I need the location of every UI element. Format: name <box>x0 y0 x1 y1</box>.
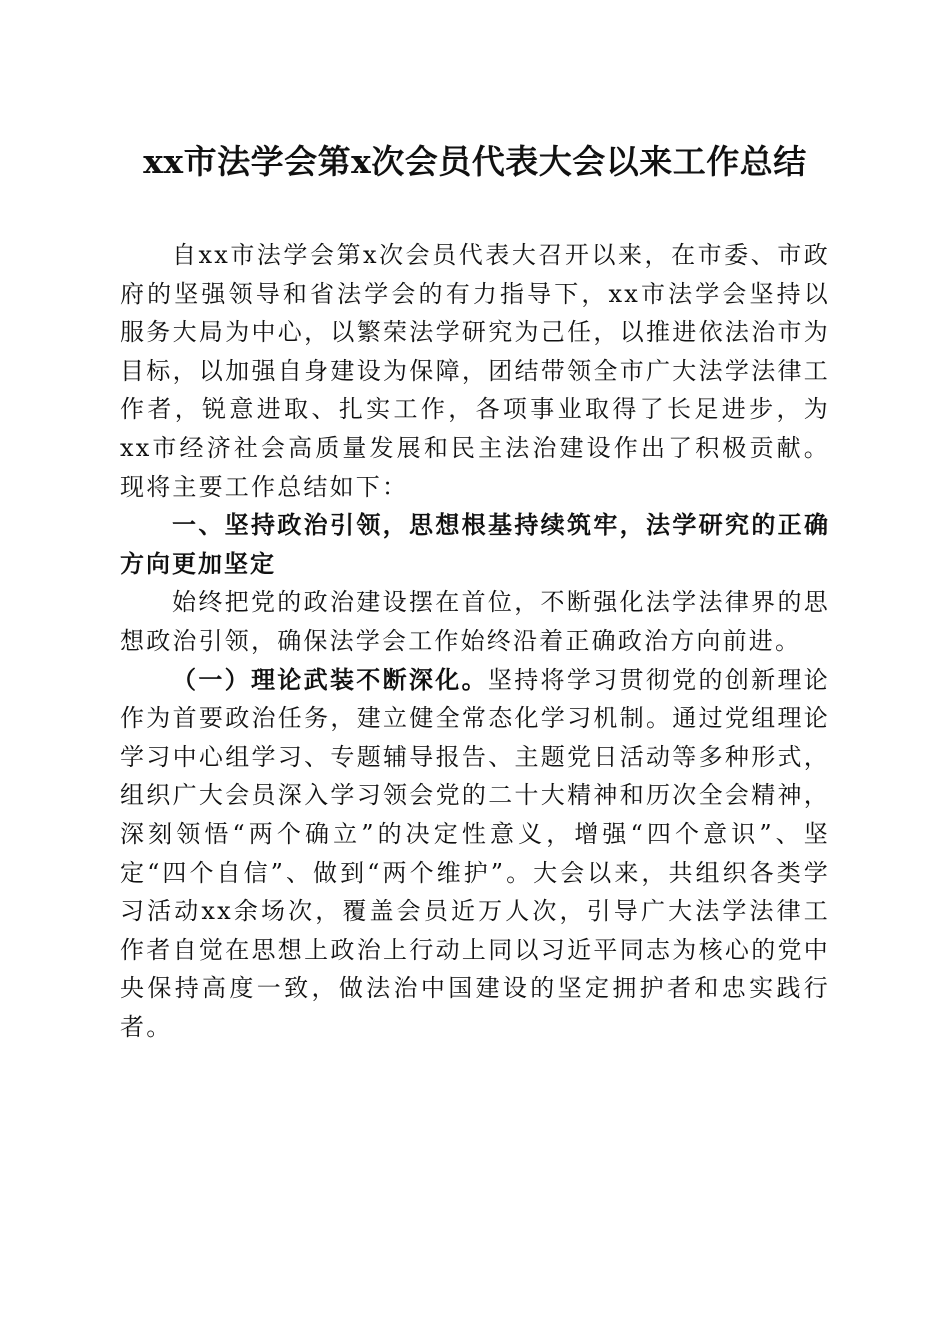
document-title: xx市法学会第x次会员代表大会以来工作总结 <box>143 142 807 181</box>
section-heading-1: 一、坚持政治引领，思想根基持续筑牢，法学研究的正确方向更加坚定 <box>120 511 830 578</box>
subsection-1-paragraph <box>120 661 830 1047</box>
document-body <box>120 236 830 1046</box>
subsection-1-lead: （一）理论武装不断深化。 <box>172 665 488 694</box>
intro-paragraph: 自xx市法学会第x次会员代表大召开以来，在市委、市政府的坚强领导和省法学会的有力指导下，xx市法学会坚持以服务大局为中心，以繁荣法学研究为己任，以推进依法治市为目标，以加强自身建设为保障，团结带领全市广大法学法律工作者，锐意进取、扎实工作，各项事业取得了长足进步，为xx市经济社会高质量发展和民主法治建设作出了积极贡献。现将主要工作总结如下： <box>120 241 830 501</box>
section-1-intro-paragraph: 始终把党的政治建设摆在首位，不断强化法学法律界的思想政治引领，确保法学会工作始终沿着正确政治方向前进。 <box>120 588 830 655</box>
subsection-1-text: 坚持将学习贯彻党的创新理论作为首要政治任务，建立健全常态化学习机制。通过党组理论学习中心组学习、专题辅导报告、主题党日活动等多种形式，组织广大会员深入学习领会党的二十大精神和历次全会精神，深刻领悟“两个确立”的决定性意义，增强“四个意识”、坚定“四个自信”、做到“两个维护”。大会以来，共组织各类学习活动xx余场次，覆盖会员近万人次，引导广大法学法律工作者自觉在思想上政治上行动上同以习近平同志为核心的党中央保持高度一致，做法治中国建设的坚定拥护者和忠实践行者。 <box>120 665 830 1041</box>
